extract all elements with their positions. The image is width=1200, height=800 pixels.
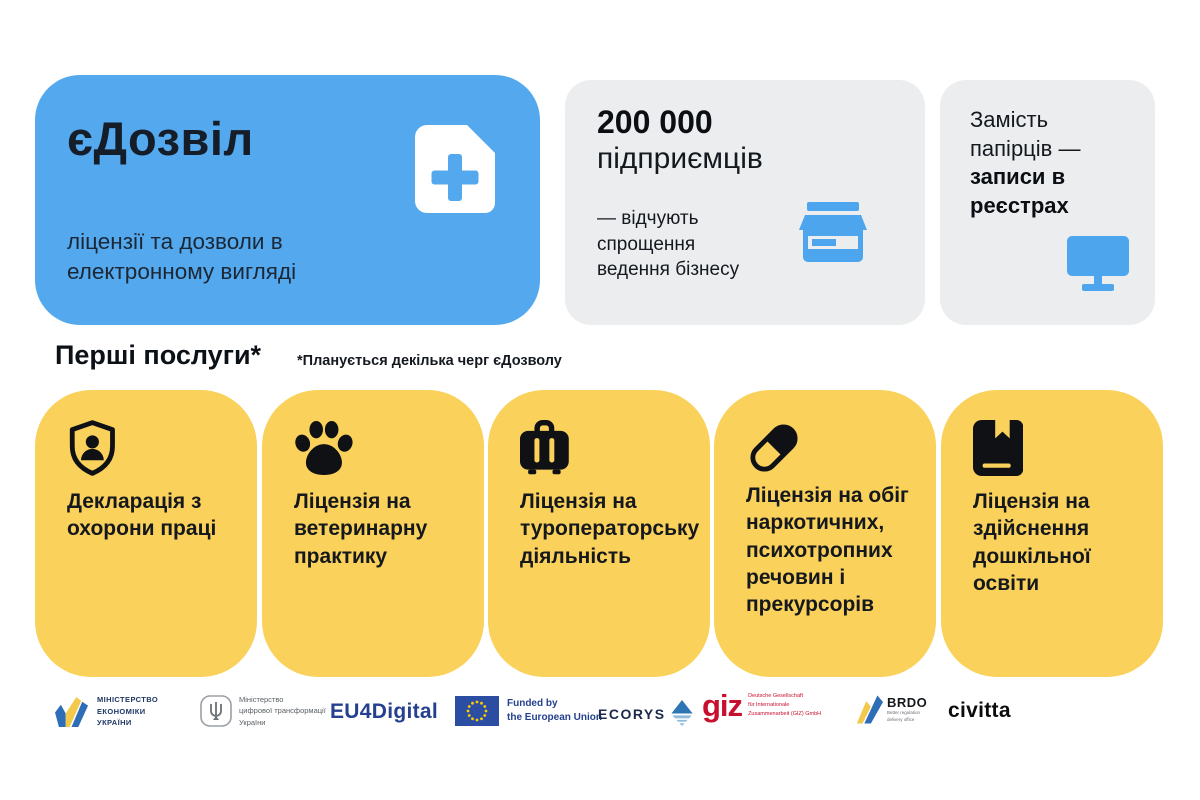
hero-subtitle: ліцензії та дозволи в електронному вигляді (67, 229, 297, 285)
book-icon (973, 420, 1023, 476)
services-heading: Перші послуги* (55, 340, 262, 370)
service-label: Ліцензія на туроператорську діяльність (520, 490, 700, 568)
stat-description: — відчують спрощення ведення бізнесу (597, 208, 740, 281)
brdo-tagline: Better regulation delivery office (887, 710, 921, 722)
eu-funded-label: Funded by the European Union (507, 698, 602, 723)
ministry-economy-label: МІНІСТЕРСТВО ЕКОНОМІКИ УКРАЇНИ (97, 695, 159, 728)
stat-card (565, 80, 925, 325)
suitcase-icon (520, 420, 569, 476)
registry-text (970, 106, 1110, 220)
brdo-label: BRDO (887, 695, 928, 711)
trident-icon (200, 695, 232, 727)
logo-ministry-digital (200, 694, 326, 728)
paw-icon (294, 420, 354, 476)
service-label: Ліцензія на здійснення дошкільної освіти (973, 490, 1091, 595)
giz-label: giz (702, 688, 743, 723)
stat-label: підприємців (597, 142, 763, 175)
brdo-label-block (887, 695, 927, 724)
service-label: Ліцензія на обіг наркотичних, психотропних речовин і прекурсорів (746, 484, 909, 617)
ministry-economy-icon (55, 695, 90, 728)
ecorys-label: ECORYS (598, 705, 666, 722)
service-card-preschool-education-license (941, 390, 1163, 677)
logo-eu4digital: EU4Digital (330, 700, 439, 723)
pill-icon (746, 420, 802, 476)
logo-eu-funded (455, 696, 602, 726)
registry-text-regular: Замість папірців — (970, 107, 1081, 161)
service-label: Ліцензія на ветеринарну практику (294, 490, 428, 568)
services-footnote: *Планується декілька черг єДозволу (297, 353, 562, 369)
logo-ecorys (598, 700, 693, 727)
document-plus-icon (415, 125, 495, 213)
shield-user-icon (67, 420, 118, 476)
ministry-digital-label: Міністерство цифрової трансформації України (239, 695, 326, 727)
hero-card (35, 75, 540, 325)
logo-giz (702, 690, 821, 721)
giz-description: Deutsche Gesellschaft für Internationale Zusammenarbeit (GIZ) GmbH (748, 693, 822, 717)
service-card-veterinary-license (262, 390, 484, 677)
registry-card (940, 80, 1155, 325)
registry-text-bold: записи в реєстрах (970, 164, 1069, 218)
logo-civitta: civitta (948, 699, 1011, 722)
monitor-icon (1067, 236, 1129, 291)
service-label: Декларація з охорони праці (67, 490, 217, 541)
logo-ministry-economy (55, 694, 158, 729)
stat-number: 200 000 (597, 104, 713, 140)
storefront-icon (799, 202, 867, 264)
ecorys-sail-icon (671, 700, 693, 727)
logo-brdo (855, 693, 927, 726)
service-card-labor-declaration (35, 390, 257, 677)
brdo-mark-icon (855, 693, 883, 726)
service-card-tour-operator-license (488, 390, 710, 677)
eu-flag-icon (455, 696, 499, 726)
hero-title: єДозвіл (67, 112, 254, 165)
service-card-narcotics-license (714, 390, 936, 677)
